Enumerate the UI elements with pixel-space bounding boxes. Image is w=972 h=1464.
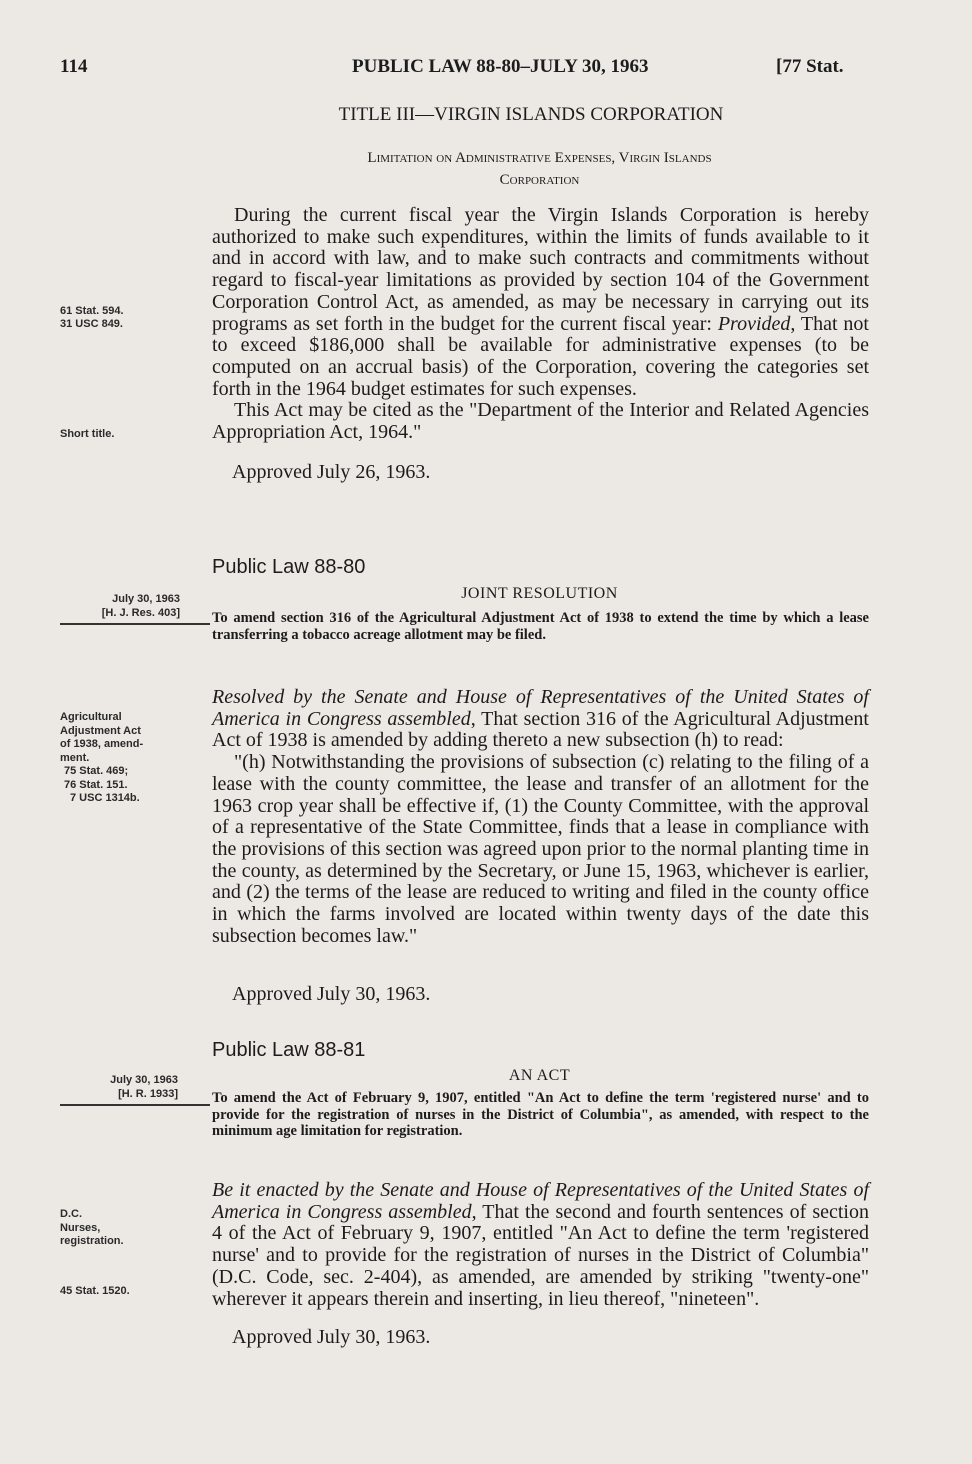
title-iii-heading: TITLE III—VIRGIN ISLANDS CORPORATION: [338, 104, 724, 125]
volume-reference: [77 Stat.: [776, 56, 844, 77]
subheading-line-1: Limitation on Administrative Expenses, Virgin Islands: [367, 150, 712, 166]
act-purpose: To amend the Act of February 9, 1907, entitled "An Act to define the term 'registered nurse' and to provide for the registration of nurses in the District of Columbia", as amended, with respect to the minimum age limitation for registration.: [212, 1090, 869, 1139]
page-number: 114: [60, 56, 88, 77]
subsection-h-text: "(h) Notwithstanding the provisions of subsection (c) relating to the filing of a lease with the county committee, the lease and transfer of an allotment for the 1963 crop year shall be effective if, (1) the County Committee, with the approval of a representative of the State Committee, finds that a lease in compliance with the provisions of this section was agreed upon prior to the normal planting time in the county, as determined by the Secretary, or June 15, 1963, whichever is earlier, and (2) the terms of the lease are reduced to writing and filed in the county office in which the farms involved are located within twenty days of the date this subsection becomes law.": [212, 751, 869, 947]
an-act-label: AN ACT: [508, 1067, 571, 1084]
approved-date-2: Approved July 30, 1963.: [232, 983, 431, 1005]
subheading-line-2: Corporation: [499, 172, 580, 188]
title-iii-body: [212, 205, 869, 444]
resolution-purpose: To amend section 316 of the Agricultural Adjustment Act of 1938 to extend the time by which a lease transferring a tobacco acreage allotment may be filed.: [212, 610, 869, 643]
margin-note-hr: [H. R. 1933]: [118, 1088, 178, 1100]
enacting-clause: Be it enacted by the Senate and House of Representatives of the United States of America in Congress assembled, That the second and fourth sentences of section 4 of the Act of February 9, 1907, entitled "An Act to define the term 'registered nurse' and to provide for the registration of nurses in the District of Columbia" (D.C. Code, sec. 2-404), as amended, are amended by striking "twenty-one" wherever it appears therein and inserting, in lieu thereof, "nineteen".: [212, 1179, 869, 1310]
running-title: PUBLIC LAW 88-80–JULY 30, 1963: [352, 56, 649, 77]
margin-note-hjres: [H. J. Res. 403]: [101, 607, 180, 619]
approved-date-1: Approved July 26, 1963.: [232, 461, 431, 483]
pl-88-80-body: [212, 687, 869, 947]
joint-resolution-label: JOINT RESOLUTION: [461, 585, 618, 602]
pl-88-81-body: [212, 1180, 869, 1310]
section-subheading: [212, 147, 867, 191]
short-title-paragraph: This Act may be cited as the "Department of the Interior and Related Agencies Appropriation Act, 1964.": [212, 399, 869, 444]
margin-note-date-2: July 30, 1963: [110, 1074, 178, 1086]
resolving-clause: Resolved by the Senate and House of Representatives of the United States of America in Congress assembled, That section 316 of the Agricultural Adjustment Act of 1938 is amended by adding thereto a new subsection (h) to read:: [212, 686, 869, 752]
margin-rule-1: [60, 623, 210, 625]
public-law-88-81-heading: Public Law 88-81: [212, 1039, 366, 1061]
margin-rule-2: [60, 1104, 210, 1106]
margin-note-short-title: Short title.: [60, 428, 115, 440]
margin-note-stat-594: 61 Stat. 594.: [60, 305, 124, 317]
public-law-88-80-heading: Public Law 88-80: [212, 556, 366, 578]
margin-note-usc-849: 31 USC 849.: [60, 318, 123, 330]
margin-note-dc-nurses: D.C. Nurses, registration.: [60, 1208, 124, 1247]
margin-note-stat-1520: 45 Stat. 1520.: [60, 1285, 130, 1297]
approved-date-3: Approved July 30, 1963.: [232, 1326, 431, 1348]
appropriation-paragraph: During the current fiscal year the Virgin Islands Corporation is hereby authorized to make such expenditures, within the limits of funds available to it and in accord with law, and to make such contracts and commitments without regard to fiscal-year limitations as provided by section 104 of the Government Corporation Control Act, as amended, as may be necessary in carrying out its programs as set forth in the budget for the current fiscal year: Provided, That not to exceed $186,000 shall be available for administrative expenses (to be computed on an accrual basis) of the Corporation, covering the categories set forth in the 1964 budget estimates for such expenses.: [212, 204, 869, 400]
margin-note-agricultural: Agricultural Adjustment Act of 1938, amend- ment. 75 Stat. 469; 76 Stat. 151. 7 USC 1314b.: [60, 711, 144, 804]
margin-note-date-1: July 30, 1963: [112, 593, 180, 605]
